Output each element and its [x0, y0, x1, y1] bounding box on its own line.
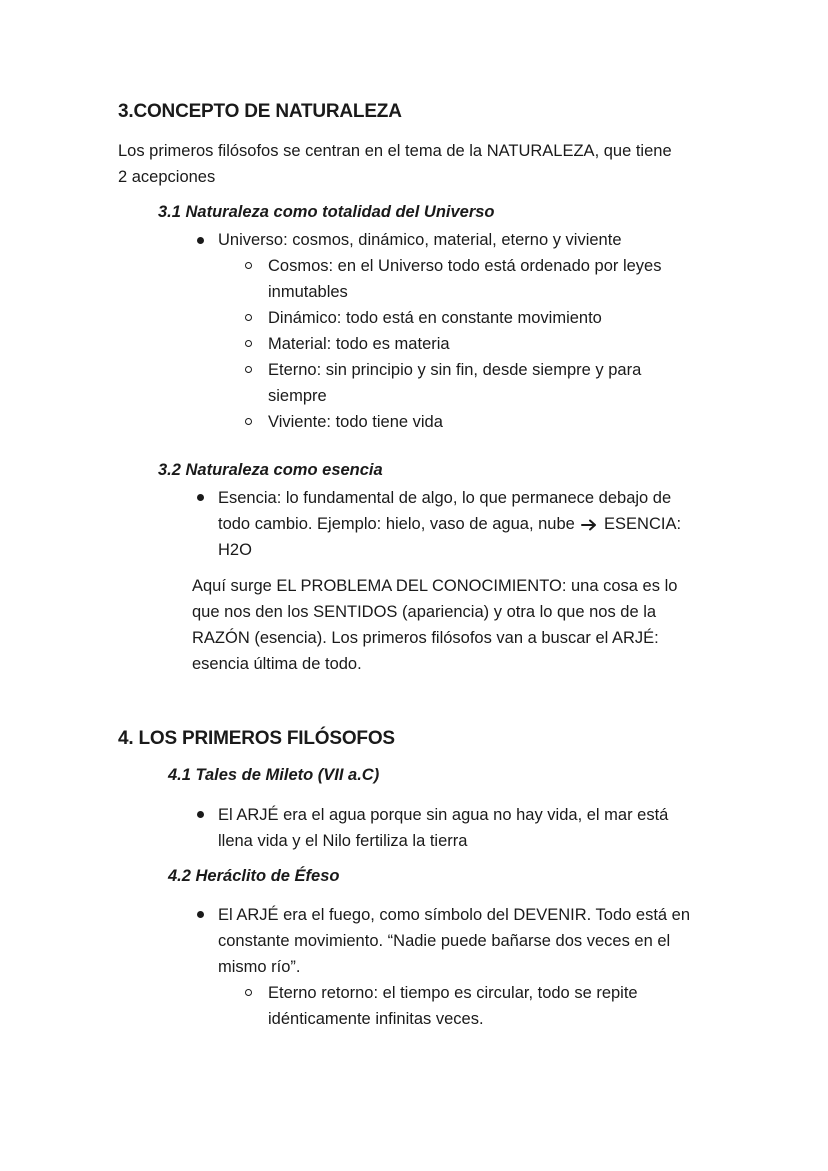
bullet-marker	[197, 494, 204, 501]
subsection-3-1-title: 3.1 Naturaleza como totalidad del Universo	[158, 203, 495, 221]
heraclito-bullet-line-2: constante movimiento. “Nadie puede bañarse dos veces en el	[218, 932, 671, 950]
sub-bullet-marker	[245, 262, 252, 269]
heraclito-bullet-line-3: mismo río”.	[218, 958, 301, 976]
tales-bullet-line-1: El ARJÉ era el agua porque sin agua no hay vida, el mar está	[218, 806, 669, 824]
eterno-retorno-line-1: Eterno retorno: el tiempo es circular, todo se repite	[268, 984, 638, 1002]
arrow-right-icon	[581, 519, 597, 531]
esencia-bullet-line-2: todo cambio. Ejemplo: hielo, vaso de agua, nube ESENCIA:	[218, 515, 682, 533]
sub-bullet-marker	[245, 418, 252, 425]
viviente-item: Viviente: todo tiene vida	[268, 413, 443, 431]
bullet-marker	[197, 237, 204, 244]
conocimiento-paragraph-line-1: Aquí surge EL PROBLEMA DEL CONOCIMIENTO: una cosa es lo	[192, 577, 678, 595]
subsection-4-2-title: 4.2 Heráclito de Éfeso	[168, 867, 340, 885]
eterno-item-line-1: Eterno: sin principio y sin fin, desde siempre y para	[268, 361, 642, 379]
universo-bullet: Universo: cosmos, dinámico, material, eterno y viviente	[218, 231, 622, 249]
section-3-intro-line-2: 2 acepciones	[118, 168, 216, 186]
cosmos-item-line-2: inmutables	[268, 283, 348, 301]
sub-bullet-marker	[245, 314, 252, 321]
subsection-3-2-title: 3.2 Naturaleza como esencia	[158, 461, 383, 479]
esencia-bullet-line-1: Esencia: lo fundamental de algo, lo que permanece debajo de	[218, 489, 672, 507]
bullet-marker	[197, 811, 204, 818]
esencia-bullet-line-3: H2O	[218, 541, 252, 559]
sub-bullet-marker	[245, 340, 252, 347]
dinamico-item: Dinámico: todo está en constante movimiento	[268, 309, 602, 327]
eterno-item-line-2: siempre	[268, 387, 327, 405]
cosmos-item-line-1: Cosmos: en el Universo todo está ordenado por leyes	[268, 257, 662, 275]
eterno-retorno-line-2: idénticamente infinitas veces.	[268, 1010, 484, 1028]
material-item: Material: todo es materia	[268, 335, 450, 353]
tales-bullet-line-2: llena vida y el Nilo fertiliza la tierra	[218, 832, 468, 850]
conocimiento-paragraph-line-3: RAZÓN (esencia). Los primeros filósofos van a buscar el ARJÉ:	[192, 629, 659, 647]
sub-bullet-marker	[245, 366, 252, 373]
section-3-title: 3.CONCEPTO DE NATURALEZA	[118, 101, 402, 122]
heraclito-bullet-line-1: El ARJÉ era el fuego, como símbolo del DEVENIR. Todo está en	[218, 906, 691, 924]
conocimiento-paragraph-line-2: que nos den los SENTIDOS (apariencia) y otra lo que nos de la	[192, 603, 657, 621]
sub-bullet-marker	[245, 989, 252, 996]
subsection-4-1-title: 4.1 Tales de Mileto (VII a.C)	[168, 766, 380, 784]
section-3-intro-line-1: Los primeros filósofos se centran en el tema de la NATURALEZA, que tiene	[118, 142, 672, 160]
section-4-title: 4. LOS PRIMEROS FILÓSOFOS	[118, 728, 395, 749]
conocimiento-paragraph-line-4: esencia última de todo.	[192, 655, 362, 673]
bullet-marker	[197, 911, 204, 918]
